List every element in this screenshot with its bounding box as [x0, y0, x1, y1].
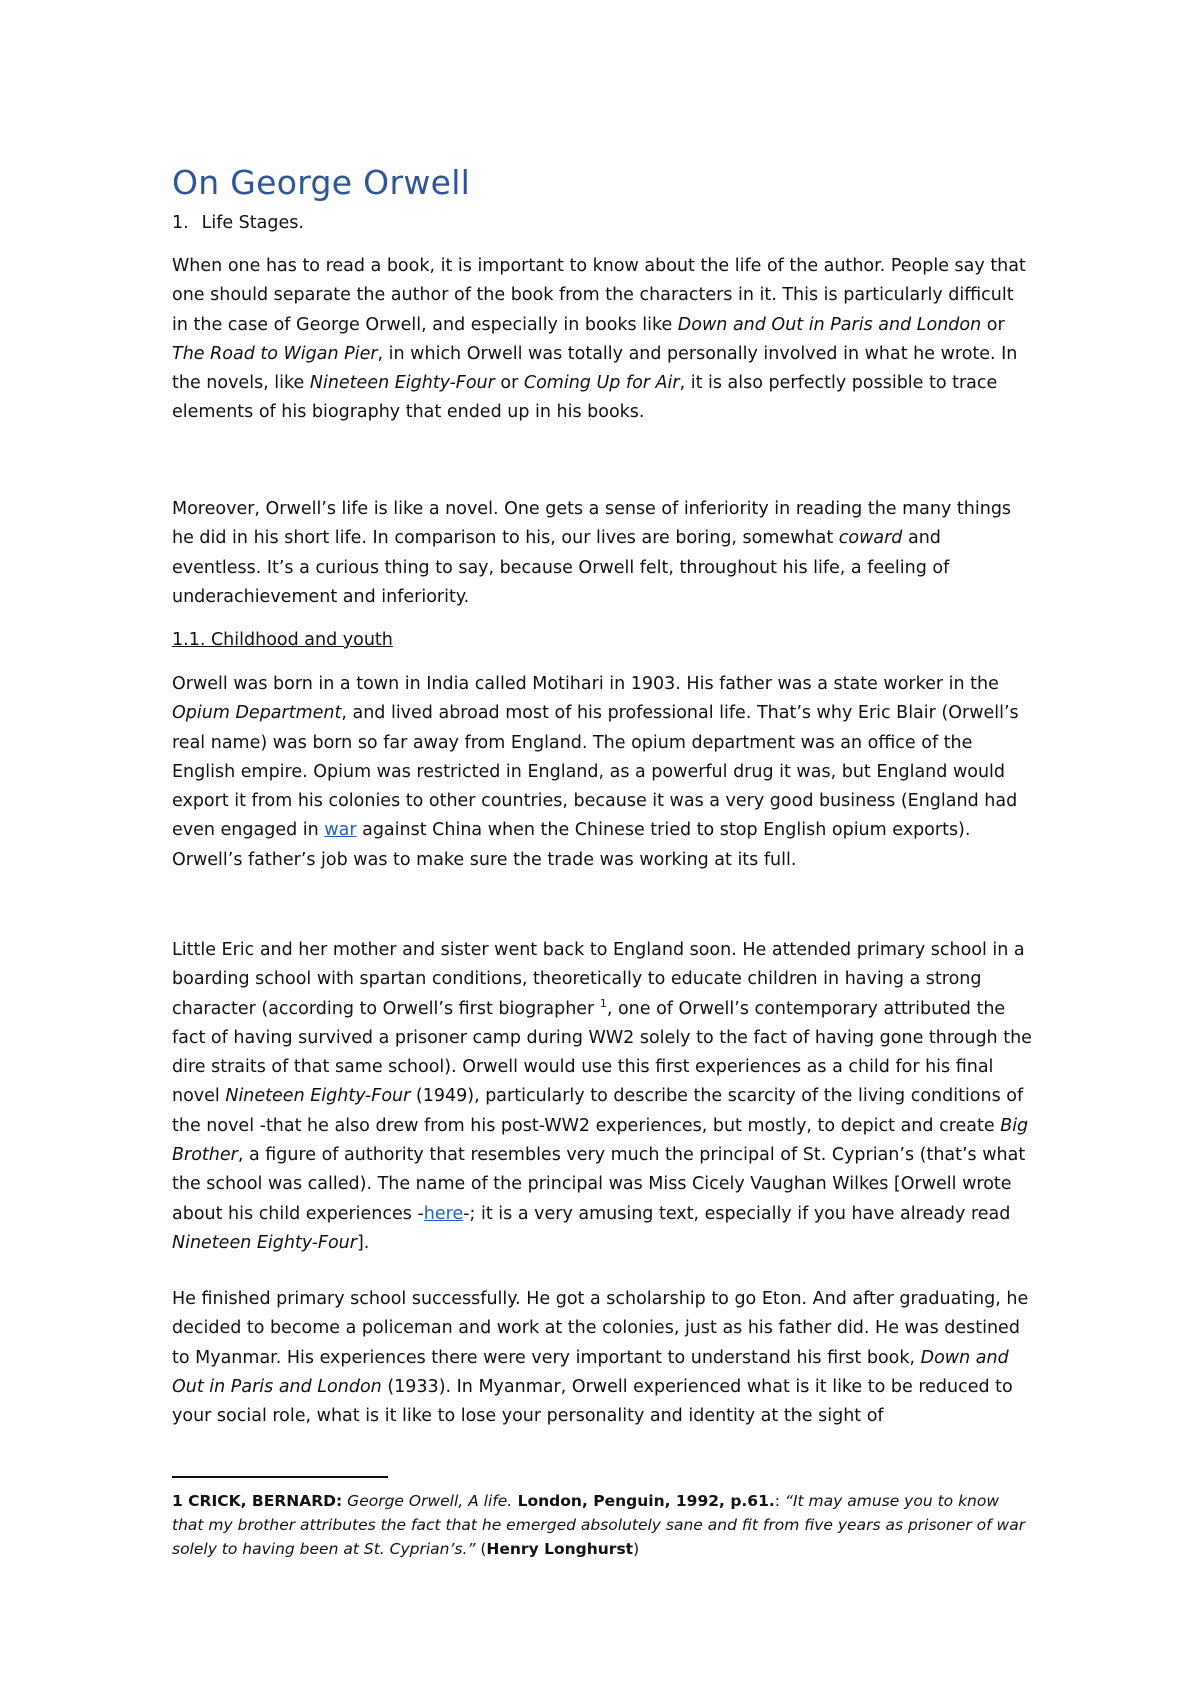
- book-title: Nineteen Eighty-Four: [225, 1086, 411, 1107]
- text-run: , one of Orwell’s contemporary attributed the fact of having survived a prisoner camp during WW2 solely to the fact of having gone through the dire straits of that same school). Orwell would use this first experiences as a child for his final novel: [172, 998, 1032, 1107]
- book-title: Down and Out in Paris and London: [677, 314, 982, 335]
- footnote: [172, 1489, 1032, 1561]
- subheading-childhood: 1.1. Childhood and youth: [172, 630, 393, 650]
- text-run: (1933). In Myanmar, Orwell experienced what is it like to be reduced to your social role, what is it like to lose your personality and identity at the sight of: [172, 1376, 1013, 1427]
- emphasis: Big Brother: [172, 1115, 1029, 1166]
- here-link[interactable]: here: [423, 1203, 464, 1224]
- book-title: Down and Out in Paris and London: [172, 1347, 1009, 1397]
- footnote-quote: “It may amuse you to know that my brother attributes the fact that he emerged absolutely sane and fit from five years as prisoner of war solely to having been at St. Cyprian’s.”: [172, 1492, 1026, 1558]
- book-title: The Road to Wigan Pier: [172, 343, 378, 364]
- text-run: (: [475, 1540, 487, 1558]
- text-run: When one has to read a book, it is important to know about the life of the author. People say that one should separate the author of the book from the characters in it. This is particularly difficult in the case of George Orwell, and especially in books like: [172, 256, 1026, 335]
- section-number: 1.: [172, 213, 189, 233]
- war-link[interactable]: war: [324, 820, 357, 841]
- emphasis: coward: [838, 528, 903, 549]
- section-label: Life Stages.: [201, 213, 304, 233]
- text-run: against China when the Chinese tried to stop English opium exports). Orwell’s father’s job was to make sure the trade was working at its full.: [172, 820, 971, 870]
- text-run: ].: [356, 1232, 370, 1253]
- text-run: Orwell was born in a town in India called Motihari in 1903. His father was a state worker in the: [172, 674, 999, 694]
- paragraph-myanmar: [172, 1285, 1032, 1431]
- text-run: and eventless. It’s a curious thing to say, because Orwell felt, throughout his life, a feeling of underachievement and inferiority.: [172, 528, 950, 607]
- paragraph-school: [172, 936, 1032, 1258]
- text-run: or: [981, 314, 1005, 335]
- footnote-reference[interactable]: 1: [599, 996, 607, 1010]
- footnote-book-title: George Orwell, A life.: [342, 1492, 513, 1510]
- text-run: Little Eric and her mother and sister went back to England soon. He attended primary school in a boarding school with spartan conditions, theoretically to educate children in having a strong character (according to Orwell’s first biographer: [172, 940, 1025, 1019]
- document-title: On George Orwell: [172, 163, 471, 202]
- footnote-author: 1 CRICK, BERNARD:: [172, 1492, 343, 1510]
- footnote-separator: [172, 1476, 388, 1478]
- document-page: [172, 0, 1032, 1698]
- text-run: or: [494, 373, 524, 394]
- text-run: , and lived abroad most of his professional life. That’s why Eric Blair (Orwell’s real name) was born so far away from England. The opium department was an office of the English empire. Opium was restricted in England, as a powerful drug it was, but England would export it from his colonies to other countries, because it was a very good business (England had even engaged in: [172, 703, 1019, 841]
- section-heading: [172, 213, 304, 233]
- book-title: Nineteen Eighty-Four: [309, 373, 495, 394]
- text-run: , in which Orwell was totally and personally involved in what he wrote. In the novels, like: [172, 343, 1018, 394]
- text-run: ): [633, 1540, 640, 1558]
- footnote-publication: London, Penguin, 1992, p.61.: [512, 1492, 775, 1510]
- book-title: Coming Up for Air: [523, 373, 680, 394]
- emphasis: Opium Department: [172, 703, 342, 724]
- paragraph-moreover: [172, 495, 1032, 612]
- paragraph-birth: [172, 670, 1032, 875]
- text-run: :: [774, 1492, 785, 1510]
- footnote-quote-author: Henry Longhurst: [486, 1540, 634, 1558]
- paragraph-intro: [172, 252, 1032, 428]
- text-run: -; it is a very amusing text, especially if you have already read: [463, 1203, 1011, 1224]
- text-run: , a figure of authority that resembles very much the principal of St. Cyprian’s (that’s what the school was called). The name of the principal was Miss Cicely Vaughan Wilkes [Orwell wrote about his child experiences -: [172, 1145, 1026, 1224]
- book-title: Nineteen Eighty-Four: [172, 1232, 357, 1253]
- text-run: (1949), particularly to describe the scarcity of the living conditions of the novel -that he also drew from his post-WW2 experiences, but mostly, to depict and create: [172, 1086, 1024, 1136]
- text-run: , it is also perfectly possible to trace elements of his biography that ended up in his books.: [172, 373, 998, 423]
- text-run: Moreover, Orwell’s life is like a novel. One gets a sense of inferiority in reading the many things he did in his short life. In comparison to his, our lives are boring, somewhat: [172, 499, 1012, 549]
- text-run: He finished primary school successfully. He got a scholarship to go Eton. And after graduating, he decided to become a policeman and work at the colonies, just as his father did. He was destined to Myanmar. His experiences there were very important to understand his first book,: [172, 1289, 1029, 1368]
